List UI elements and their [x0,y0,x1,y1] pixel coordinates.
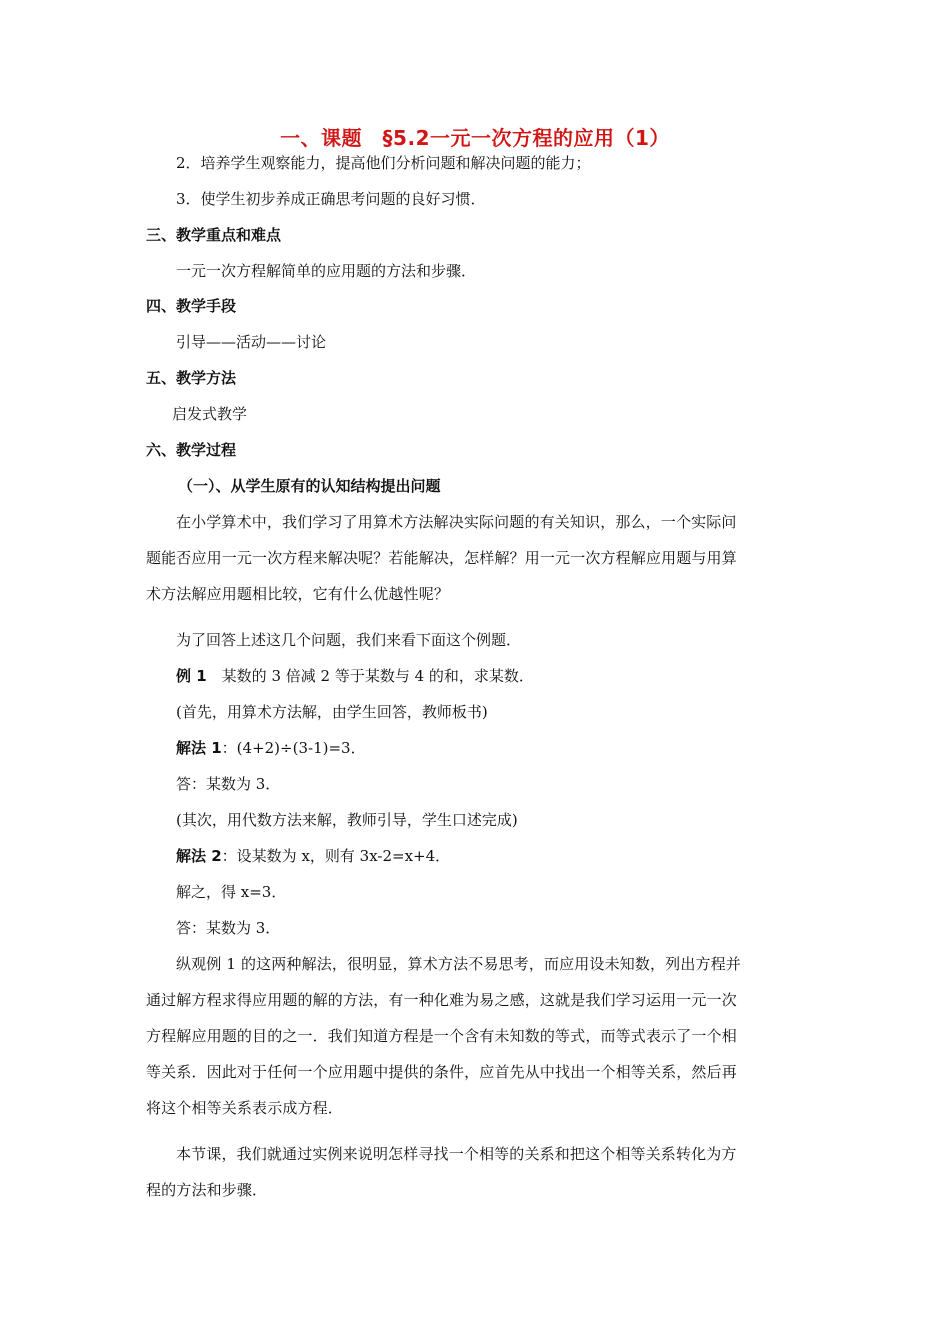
paragraph-line: 等关系．因此对于任何一个应用题中提供的条件，应首先从中找出一个相等关系，然后再 [146,1063,737,1081]
section-text-4: 引导——活动——讨论 [176,333,327,351]
paragraph-line: 本节课，我们就通过实例来说明怎样寻找一个相等的关系和把这个相等关系转化为方 [176,1145,737,1163]
paragraph-line: 为了回答上述这几个问题，我们来看下面这个例题． [176,631,522,649]
section-text-5: 启发式教学 [172,405,248,423]
paragraph-line: 将这个相等关系表示成方程． [146,1099,343,1117]
solution-1 [176,738,366,758]
paragraph-line: 通过解方程求得应用题的解的方法，有一种化难为易之感，这就是我们学习运用一元一次 [146,991,737,1009]
section-text-3: 一元一次方程解简单的应用题的方法和步骤． [176,262,477,280]
teaching-note: (首先，用算术方法解，由学生回答，教师板书) [176,703,488,721]
example-text: 某数的 3 倍减 2 等于某数与 4 的和，求某数． [206,667,534,685]
answer-2: 答：某数为 3． [176,919,281,937]
section-heading-5: 五、教学方法 [146,369,237,387]
solution-label: 解法 1 [176,739,222,757]
example-1 [176,666,534,686]
goal-item-3: 3．使学生初步养成正确思考问题的良好习惯． [176,190,486,208]
lesson-title: 一、课题 §5.2一元一次方程的应用（1） [280,126,670,150]
paragraph-line: 方程解应用题的目的之一．我们知道方程是一个含有未知数的等式，而等式表示了一个相 [146,1027,737,1045]
example-label: 例 1 [176,667,207,685]
teaching-note: (其次，用代数方法来解，教师引导，学生口述完成) [176,811,518,829]
paragraph-line: 在小学算术中，我们学习了用算术方法解决实际问题的有关知识，那么，一个实际问 [176,513,737,531]
paragraph-line: 题能否应用一元一次方程来解决呢？若能解决，怎样解？用一元一次方程解应用题与用算 [146,549,737,567]
section-heading-4: 四、教学手段 [146,297,237,315]
solve-step: 解之，得 x=3． [176,883,287,901]
solution-label: 解法 2 [176,847,222,865]
subsection-heading-1: （一）、从学生原有的认知结构提出问题 [178,477,441,495]
solution-text: ：设某数为 x，则有 3x-2=x+4． [221,847,451,865]
solution-text: ：(4+2)÷(3-1)=3． [221,739,366,757]
paragraph-line: 纵观例 1 的这两种解法，很明显，算术方法不易思考，而应用设未知数，列出方程并 [176,955,741,973]
paragraph-line: 程的方法和步骤． [146,1181,268,1199]
section-heading-6: 六、教学过程 [146,441,237,459]
paragraph-line: 术方法解应用题相比较，它有什么优越性呢？ [146,585,450,603]
solution-2 [176,846,450,866]
goal-item-2: 2．培养学生观察能力，提高他们分析问题和解决问题的能力； [176,154,591,172]
answer-1: 答：某数为 3． [176,775,281,793]
section-heading-3: 三、教学重点和难点 [146,226,282,244]
